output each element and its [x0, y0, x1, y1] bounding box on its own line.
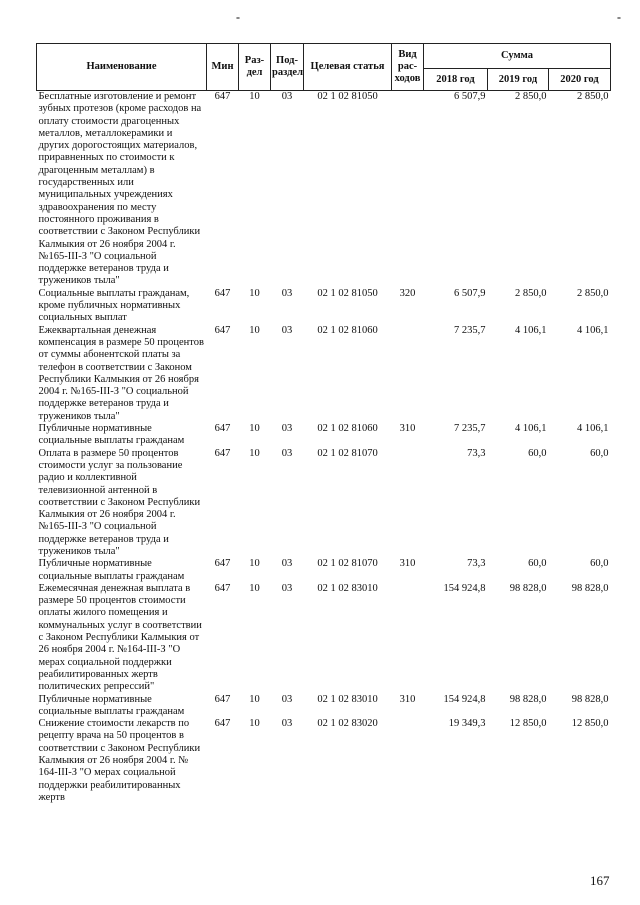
budget-table: [36, 43, 611, 804]
row-2018: 73,3: [467, 558, 486, 570]
row-2020: 98 828,0: [571, 582, 609, 594]
row-2018: 6 507,9: [454, 91, 486, 102]
row-podrazdel: 03: [281, 91, 293, 102]
row-min: 647: [214, 558, 231, 570]
row-min: 647: [214, 718, 231, 730]
row-min: 647: [214, 91, 231, 102]
table-row: [37, 694, 611, 719]
table-row: [37, 325, 611, 423]
row-vid: 310: [399, 423, 416, 435]
row-vid: [392, 583, 424, 694]
row-2018: 6 507,9: [454, 287, 486, 299]
row-razdel: 10: [249, 693, 260, 705]
header-podrazdel: Под-раздел: [271, 44, 304, 91]
row-podrazdel: 03: [281, 287, 293, 299]
table-row: [37, 558, 611, 583]
row-min: 647: [214, 287, 231, 299]
row-target: 02 1 02 81050: [317, 287, 378, 299]
row-min: 647: [214, 582, 231, 594]
row-2019: 60,0: [528, 558, 547, 570]
header-name: Наименование: [37, 44, 207, 91]
row-min: 647: [214, 693, 231, 705]
row-vid: [392, 325, 424, 423]
table-body: [37, 91, 611, 805]
row-min: 647: [214, 423, 231, 435]
row-vid: 320: [399, 287, 416, 299]
row-name: Публичные нормативные социальные выплаты гражданам: [38, 693, 185, 717]
row-2018: 7 235,7: [454, 324, 486, 336]
row-razdel: 10: [249, 447, 260, 459]
row-podrazdel: 03: [281, 582, 293, 594]
header-min: Мин: [207, 44, 239, 91]
table-row: [37, 583, 611, 694]
row-target: 02 1 02 83010: [317, 693, 378, 705]
row-razdel: 10: [249, 582, 260, 594]
row-razdel: 10: [249, 718, 260, 730]
row-razdel: 10: [249, 423, 260, 435]
header-2019: 2019 год: [488, 69, 549, 91]
row-target: 02 1 02 81050: [317, 91, 378, 102]
row-target: 02 1 02 81070: [317, 558, 378, 570]
row-vid: [392, 448, 424, 559]
row-2018: 7 235,7: [454, 423, 486, 435]
row-target: 02 1 02 83020: [317, 718, 378, 730]
table-header: [37, 44, 611, 91]
row-name: Публичные нормативные социальные выплаты гражданам: [38, 423, 185, 447]
row-2019: 4 106,1: [515, 423, 547, 435]
row-name: Оплата в размере 50 процентов стоимости услуг за пользование радио и коллективной телевизионной антенной в соответствии с Законом Республики Калмыкия от 26 ноября 2004 г. №165-III-З "О социальной поддержке ветеранов труда и тружеников тыла": [38, 447, 201, 557]
row-podrazdel: 03: [281, 693, 293, 705]
row-min: 647: [214, 324, 231, 336]
row-2020: 60,0: [590, 558, 609, 570]
row-2018: 19 349,3: [448, 718, 486, 730]
row-2018: 154 924,8: [443, 693, 486, 705]
header-2020: 2020 год: [549, 69, 611, 91]
header-2018: 2018 год: [424, 69, 488, 91]
table-row: [37, 288, 611, 325]
row-name: Бесплатные изготовление и ремонт зубных протезов (кроме расходов на оплату стоимости драгоценных металлов, металлокерамики и других дорогостоящих материалов, приравненных по стоимости к драгоценным металлам) в государственных или муниципальных учреждениях здравоохранения по месту постоянного проживания в соответствии с Законом Республики Калмыкия от 26 ноября 2004 г. №165-III-З "О социальной поддержке ветеранов труда и тружеников тыла": [38, 91, 202, 287]
row-min: 647: [214, 447, 231, 459]
row-2019: 98 828,0: [509, 693, 547, 705]
table-row: [37, 718, 611, 804]
header-razdel: Раз-дел: [239, 44, 271, 91]
row-razdel: 10: [249, 287, 260, 299]
row-2020: 12 850,0: [571, 718, 609, 730]
row-2019: 2 850,0: [515, 91, 547, 102]
row-2018: 154 924,8: [443, 582, 486, 594]
row-vid: [392, 718, 424, 804]
row-2019: 98 828,0: [509, 582, 547, 594]
row-2020: 98 828,0: [571, 693, 609, 705]
row-podrazdel: 03: [281, 558, 293, 570]
page-number: 167: [590, 873, 610, 888]
row-2020: 2 850,0: [577, 91, 609, 102]
header-summa: Сумма: [424, 44, 611, 69]
row-razdel: 10: [249, 324, 260, 336]
row-vid: [392, 91, 424, 288]
row-target: 02 1 02 81070: [317, 447, 378, 459]
row-2019: 60,0: [528, 447, 547, 459]
row-name: Ежеквартальная денежная компенсация в размере 50 процентов от суммы абонентской платы за телефон в соответствии с Законом Республики Калмыкия от 26 ноября 2004 г. №165-III-З "О социальной поддержке ветеранов труда и тружеников тыла": [38, 324, 204, 422]
row-target: 02 1 02 83010: [317, 582, 378, 594]
row-podrazdel: 03: [281, 447, 293, 459]
row-razdel: 10: [249, 558, 260, 570]
row-target: 02 1 02 81060: [317, 324, 378, 336]
row-2020: 4 106,1: [577, 324, 609, 336]
table-row: [37, 91, 611, 288]
table-row: [37, 448, 611, 559]
row-podrazdel: 03: [281, 423, 293, 435]
row-podrazdel: 03: [281, 718, 293, 730]
row-2018: 73,3: [467, 447, 486, 459]
header-vid: Вид рас-ходов: [392, 44, 424, 91]
scan-mark-left: -: [236, 10, 240, 24]
row-vid: 310: [399, 693, 416, 705]
row-2020: 2 850,0: [577, 287, 609, 299]
header-target: Целевая статья: [304, 44, 392, 91]
row-vid: 310: [399, 558, 416, 570]
row-2020: 60,0: [590, 447, 609, 459]
row-name: Ежемесячная денежная выплата в размере 50 процентов стоимости оплаты жилого помещения и коммунальных услуг в соответствии с Законом Республики Калмыкия от 26 ноября 2004 г. №164-III-З "О мерах социальной поддержки реабилитированных жертв политических репрессий": [38, 582, 202, 693]
row-podrazdel: 03: [281, 324, 293, 336]
scan-mark-right: -: [617, 10, 621, 24]
row-target: 02 1 02 81060: [317, 423, 378, 435]
row-2019: 12 850,0: [509, 718, 547, 730]
table-row: [37, 423, 611, 448]
row-name: Социальные выплаты гражданам, кроме публичных нормативных социальных выплат: [38, 287, 190, 324]
row-2020: 4 106,1: [577, 423, 609, 435]
row-name: Публичные нормативные социальные выплаты гражданам: [38, 558, 185, 582]
row-name: Снижение стоимости лекарств по рецепту врача на 50 процентов в соответствии с Законом Республики Калмыкия от 26 ноября 2004 г. № 164-III-З "О мерах социальной поддержки реабилитированных жертв: [38, 718, 201, 803]
row-razdel: 10: [249, 91, 260, 102]
row-2019: 4 106,1: [515, 324, 547, 336]
row-2019: 2 850,0: [515, 287, 547, 299]
